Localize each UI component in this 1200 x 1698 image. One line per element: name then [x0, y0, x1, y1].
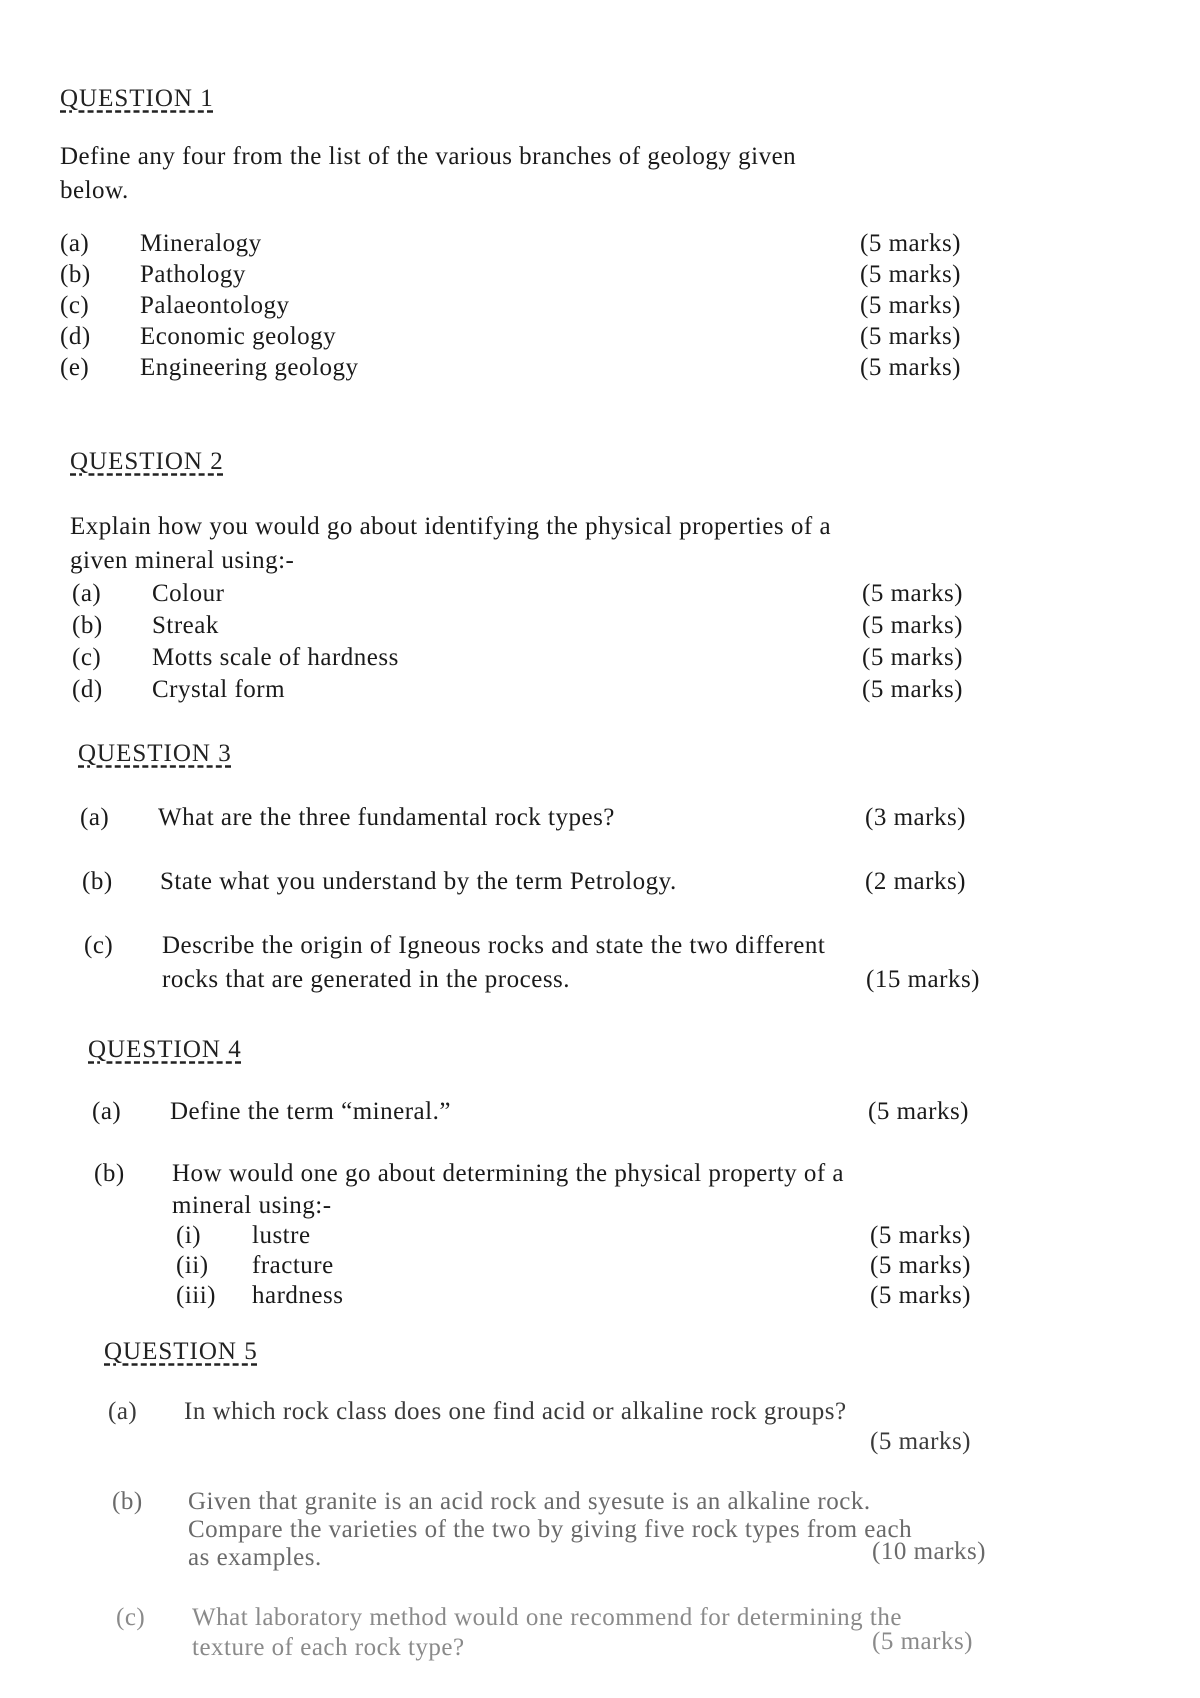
- item-marks: (5 marks): [870, 1252, 971, 1279]
- question-1-heading: QUESTION 1: [60, 85, 214, 112]
- question-5c: [0, 1604, 1200, 1668]
- item-text: Mineralogy: [140, 230, 262, 257]
- item-text: Pathology: [140, 261, 246, 288]
- item-text: hardness: [252, 1282, 344, 1309]
- item-text: Economic geology: [140, 323, 337, 350]
- item-text: Streak: [152, 612, 219, 639]
- question-4b-subitem: [0, 1282, 1200, 1314]
- question-4b-subitem: [0, 1222, 1200, 1254]
- item-label: (d): [60, 323, 91, 350]
- item-label: (d): [72, 676, 103, 703]
- item-marks: (5 marks): [860, 292, 961, 319]
- question-5-heading: QUESTION 5: [104, 1338, 258, 1365]
- item-label: (a): [60, 230, 90, 257]
- item-label: (b): [72, 612, 103, 639]
- item-marks: (5 marks): [868, 1098, 969, 1125]
- item-marks: (3 marks): [865, 804, 966, 831]
- item-label: (a): [92, 1098, 122, 1125]
- question-5a: [0, 1398, 1200, 1462]
- question-1-intro-line-1: Define any four from the list of the various branches of geology given: [60, 143, 797, 170]
- item-text: Palaeontology: [140, 292, 290, 319]
- item-marks: (5 marks): [862, 580, 963, 607]
- item-label: (c): [116, 1604, 146, 1631]
- item-text: In which rock class does one find acid or alkaline rock groups?: [184, 1398, 847, 1425]
- item-label: (c): [84, 932, 114, 959]
- item-text: lustre: [252, 1222, 311, 1249]
- item-label: (c): [60, 292, 90, 319]
- item-text: Engineering geology: [140, 354, 359, 381]
- item-text: Crystal form: [152, 676, 286, 703]
- item-text: Motts scale of hardness: [152, 644, 399, 671]
- question-3a: [0, 804, 1200, 836]
- item-label: (b): [60, 261, 91, 288]
- question-5b: [0, 1488, 1200, 1588]
- item-marks: (5 marks): [870, 1282, 971, 1309]
- question-3-heading: QUESTION 3: [78, 740, 232, 767]
- item-marks: (5 marks): [862, 676, 963, 703]
- question-4b-subitem: [0, 1252, 1200, 1284]
- question-2-item: [0, 612, 1200, 644]
- item-marks: (15 marks): [866, 966, 980, 993]
- item-text-line-1: Describe the origin of Igneous rocks and state the two different: [162, 932, 826, 959]
- question-2-heading: QUESTION 2: [70, 448, 224, 475]
- item-marks: (5 marks): [870, 1428, 971, 1455]
- question-1-item: [0, 354, 1200, 386]
- item-marks: (5 marks): [860, 323, 961, 350]
- item-text-line-2: mineral using:-: [172, 1192, 332, 1219]
- item-label: (e): [60, 354, 90, 381]
- item-label: (a): [72, 580, 102, 607]
- question-2-item: [0, 644, 1200, 676]
- question-2-intro-line-1: Explain how you would go about identifying the physical properties of a: [70, 513, 832, 540]
- question-2-intro-line-2: given mineral using:-: [70, 547, 295, 574]
- item-label: (b): [112, 1488, 143, 1515]
- item-label: (i): [176, 1222, 202, 1249]
- item-marks: (5 marks): [860, 230, 961, 257]
- question-1-item: [0, 323, 1200, 355]
- question-1-intro-line-2: below.: [60, 177, 129, 204]
- question-2-item: [0, 676, 1200, 708]
- item-label: (c): [72, 644, 102, 671]
- item-label: (a): [108, 1398, 138, 1425]
- item-marks: (5 marks): [860, 354, 961, 381]
- item-text-line-3: as examples.: [188, 1544, 322, 1571]
- item-text: Colour: [152, 580, 225, 607]
- item-text-line-2: texture of each rock type?: [192, 1634, 465, 1661]
- item-marks: (5 marks): [860, 261, 961, 288]
- item-marks: (5 marks): [862, 612, 963, 639]
- item-marks: (10 marks): [872, 1538, 986, 1565]
- item-text-line-1: What laboratory method would one recommend for determining the: [192, 1604, 902, 1631]
- item-label: (iii): [176, 1282, 216, 1309]
- item-text: State what you understand by the term Petrology.: [160, 868, 677, 895]
- question-4b: [0, 1160, 1200, 1230]
- question-4-heading: QUESTION 4: [88, 1036, 242, 1063]
- item-marks: (5 marks): [870, 1222, 971, 1249]
- item-label: (b): [94, 1160, 125, 1187]
- item-text-line-2: rocks that are generated in the process.: [162, 966, 571, 993]
- question-4a: [0, 1098, 1200, 1130]
- question-2-intro: [70, 510, 831, 578]
- item-text-line-1: Given that granite is an acid rock and syesute is an alkaline rock.: [188, 1488, 871, 1515]
- question-1-intro: [60, 140, 796, 208]
- item-text: Define the term “mineral.”: [170, 1098, 451, 1125]
- item-label: (a): [80, 804, 110, 831]
- item-text-line-2: Compare the varieties of the two by giving five rock types from each: [188, 1516, 913, 1543]
- question-1-item: [0, 292, 1200, 324]
- item-marks: (5 marks): [862, 644, 963, 671]
- question-1-item: [0, 261, 1200, 293]
- item-text: fracture: [252, 1252, 334, 1279]
- question-1-item: [0, 230, 1200, 262]
- question-2-item: [0, 580, 1200, 612]
- item-marks: (5 marks): [872, 1628, 973, 1655]
- item-label: (ii): [176, 1252, 209, 1279]
- question-3b: [0, 868, 1200, 900]
- item-label: (b): [82, 868, 113, 895]
- item-text: What are the three fundamental rock types?: [158, 804, 615, 831]
- item-marks: (2 marks): [865, 868, 966, 895]
- item-text-line-1: How would one go about determining the physical property of a: [172, 1160, 845, 1187]
- question-3c: [0, 932, 1200, 1002]
